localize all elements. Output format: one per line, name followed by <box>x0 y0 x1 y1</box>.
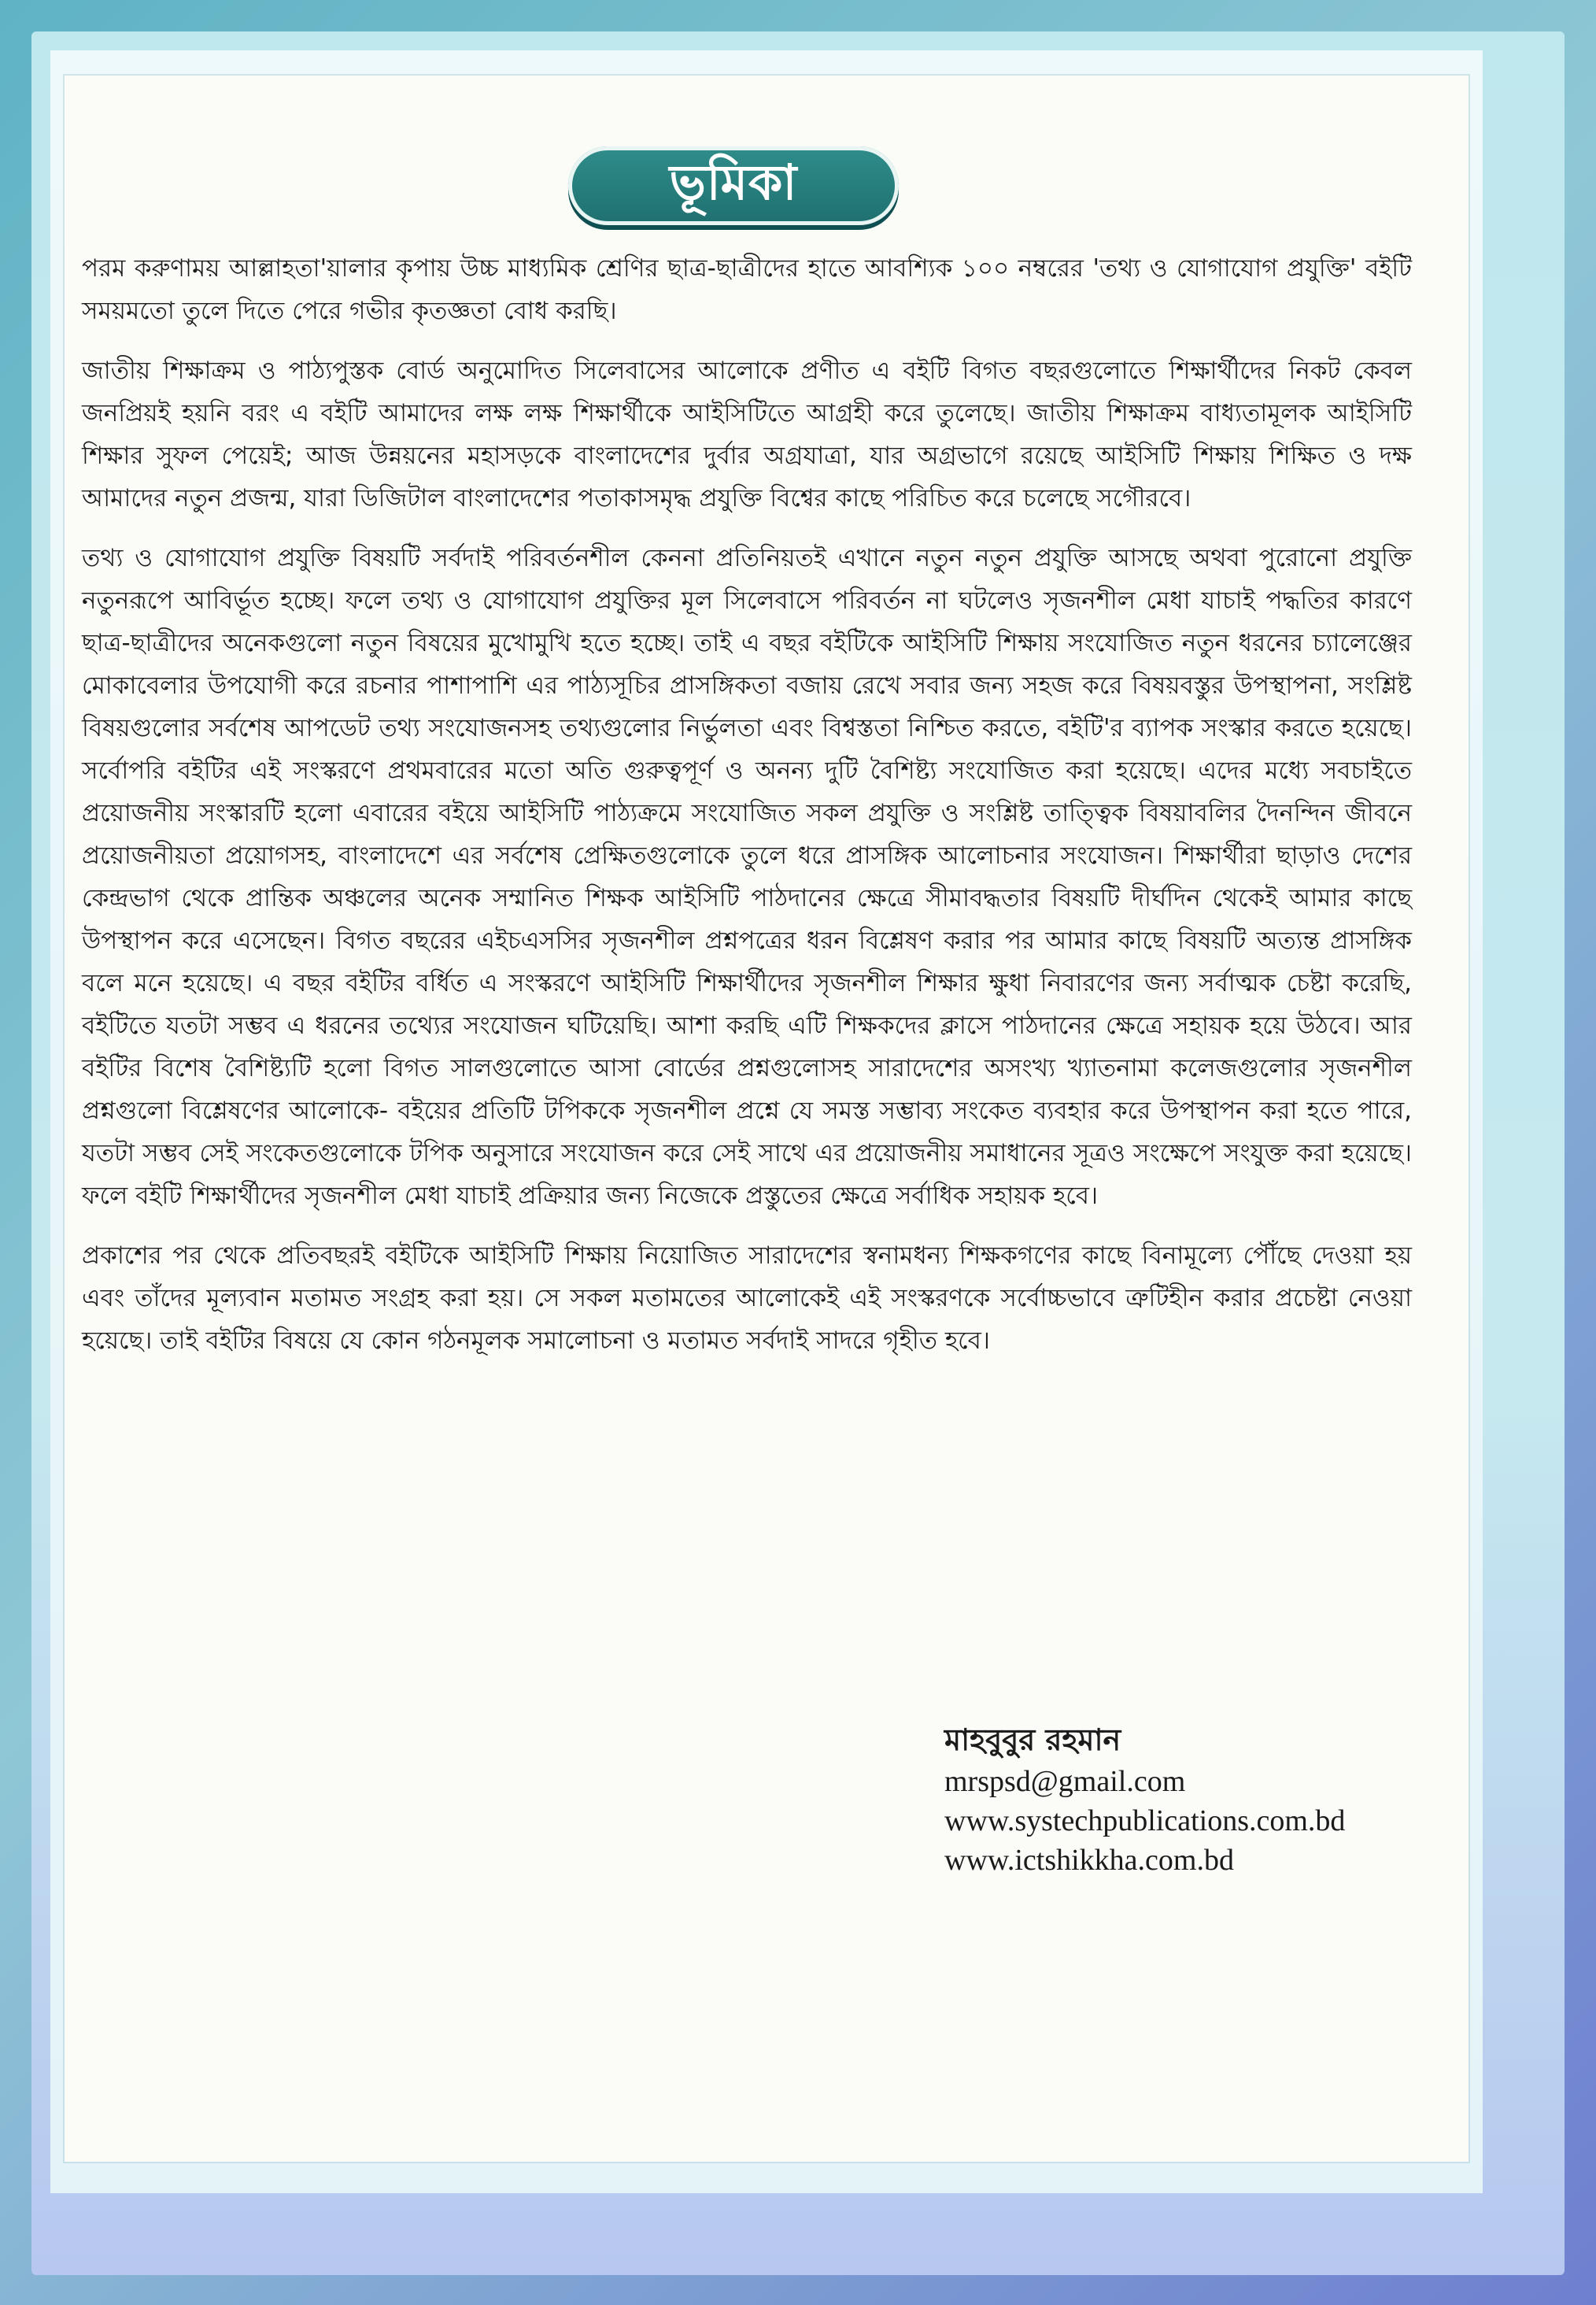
signature-block <box>944 1718 1432 1880</box>
paragraph-3: তথ্য ও যোগাযোগ প্রযুক্তি বিষয়টি সর্বদাই পরিবর্তনশীল কেননা প্রতিনিয়তই এখানে নতুন নতুন প্রযুক্তি আসছে অথবা পুরোনো প্রযুক্তি নতুনরূপে আবির্ভূত হচ্ছে। ফলে তথ্য ও যোগাযোগ প্রযুক্তির মূল সিলেবাসে পরিবর্তন না ঘটলেও সৃজনশীল মেধা যাচাই পদ্ধতির কারণে ছাত্র-ছাত্রীদের অনেকগুলো নতুন বিষয়ের মুখোমুখি হতে হচ্ছে। তাই এ বছর বইটিকে আইসিটি শিক্ষায় সংযোজিত নতুন ধরনের চ্যালেঞ্জের মোকাবেলার উপযোগী করে রচনার পাশাপাশি এর পাঠ্যসূচির প্রাসঙ্গিকতা বজায় রেখে সবার জন্য সহজ করে বিষয়বস্তুর উপস্থাপনা, সংশ্লিষ্ট বিষয়গুলোর সর্বশেষ আপডেট তথ্য সংযোজনসহ তথ্যগুলোর নির্ভুলতা এবং বিশ্বস্ততা নিশ্চিত করতে, বইটি'র ব্যাপক সংস্কার করতে হয়েছে। সর্বোপরি বইটির এই সংস্করণে প্রথমবারের মতো অতি গুরুত্বপূর্ণ ও অনন্য দুটি বৈশিষ্ট্য সংযোজিত করা হয়েছে। এদের মধ্যে সবচাইতে প্রয়োজনীয় সংস্কারটি হলো এবারের বইয়ে আইসিটি পাঠ্যক্রমে সংযোজিত সকল প্রযুক্তি ও সংশ্লিষ্ট তাত্ত্বিক বিষয়াবলির দৈনন্দিন জীবনে প্রয়োজনীয়তা প্রয়োগসহ, বাংলাদেশে এর সর্বশেষ প্রেক্ষিতগুলোকে তুলে ধরে প্রাসঙ্গিক আলোচনার সংযোজন। শিক্ষার্থীরা ছাড়াও দেশের কেন্দ্রভাগ থেকে প্রান্তিক অঞ্চলের অনেক সম্মানিত শিক্ষক আইসিটি পাঠদানের ক্ষেত্রে সীমাবদ্ধতার বিষয়টি দীর্ঘদিন থেকেই আমার কাছে উপস্থাপন করে এসেছেন। বিগত বছরের এইচএসসির সৃজনশীল প্রশ্নপত্রের ধরন বিশ্লেষণ করার পর আমার কাছে বিষয়টি অত্যন্ত প্রাসঙ্গিক বলে মনে হয়েছে। এ বছর বইটির বর্ধিত এ সংস্করণে আইসিটি শিক্ষার্থীদের সৃজনশীল শিক্ষার ক্ষুধা নিবারণের জন্য সর্বাত্মক চেষ্টা করেছি, বইটিতে যতটা সম্ভব এ ধরনের তথ্যের সংযোজন ঘটিয়েছি। আশা করছি এটি শিক্ষকদের ক্লাসে পাঠদানের ক্ষেত্রে সহায়ক হয়ে উঠবে। আর বইটির বিশেষ বৈশিষ্ট্যটি হলো বিগত সালগুলোতে আসা বোর্ডের প্রশ্নগুলোসহ সারাদেশের অসংখ্য খ্যাতনামা কলেজগুলোর সৃজনশীল প্রশ্নগুলো বিশ্লেষণের আলোকে- বইয়ের প্রতিটি টপিককে সৃজনশীল প্রশ্নে যে সমস্ত সম্ভাব্য সংকেত ব্যবহার করে উপস্থাপন করা হতে পারে, যতটা সম্ভব সেই সংকেতগুলোকে টপিক অনুসারে সংযোজন করে সেই সাথে এর প্রয়োজনীয় সমাধানের সূত্রও সংক্ষেপে সংযুক্ত করা হয়েছে। ফলে বইটি শিক্ষার্থীদের সৃজনশীল মেধা যাচাই প্রক্রিয়ার জন্য নিজেকে প্রস্তুতের ক্ষেত্রে সর্বাধিক সহায়ক হবে। <box>82 544 1412 1210</box>
paragraph-1: পরম করুণাময় আল্লাহতা'য়ালার কৃপায় উচ্চ মাধ্যমিক শ্রেণির ছাত্র-ছাত্রীদের হাতে আবশ্যিক ১০০ নম্বরের 'তথ্য ও যোগাযোগ প্রযুক্তি' বইটি সময়মতো তুলে দিতে পেরে গভীর কৃতজ্ঞতা বোধ করছি। <box>82 254 1412 325</box>
title-badge <box>568 146 899 225</box>
paragraph-2: জাতীয় শিক্ষাক্রম ও পাঠ্যপুস্তক বোর্ড অনুমোদিত সিলেবাসের আলোকে প্রণীত এ বইটি বিগত বছরগুলোতে শিক্ষার্থীদের নিকট কেবল জনপ্রিয়ই হয়নি বরং এ বইটি আমাদের লক্ষ লক্ষ শিক্ষার্থীকে আইসিটিতে আগ্রহী করে তুলেছে। জাতীয় শিক্ষাক্রম বাধ্যতামূলক আইসিটি শিক্ষার সুফল পেয়েই; আজ উন্নয়নের মহাসড়কে বাংলাদেশের দুর্বার অগ্রযাত্রা, যার অগ্রভাগে রয়েছে আইসিটি শিক্ষায় শিক্ষিত ও দক্ষ আমাদের নতুন প্রজন্ম, যারা ডিজিটাল বাংলাদেশের পতাকাসমৃদ্ধ প্রযুক্তি বিশ্বের কাছে পরিচিত করে চলেছে সগৌরবে। <box>82 357 1412 512</box>
page <box>65 76 1469 2162</box>
body-text <box>82 247 1412 1379</box>
website-link-1: www.systechpublications.com.bd <box>944 1804 1346 1837</box>
paragraph-4: প্রকাশের পর থেকে প্রতিবছরই বইটিকে আইসিটি শিক্ষায় নিয়োজিত সারাদেশের স্বনামধন্য শিক্ষকগণের কাছে বিনামূল্যে পৌঁছে দেওয়া হয় এবং তাঁদের মূল্যবান মতামত সংগ্রহ করা হয়। সে সকল মতামতের আলোকেই এই সংস্করণকে সর্বোচ্চভাবে ত্রুটিহীন করার প্রচেষ্টা নেওয়া হয়েছে। তাই বইটির বিষয়ে যে কোন গঠনমূলক সমালোচনা ও মতামত সর্বদাই সাদরে গৃহীত হবে। <box>82 1241 1413 1355</box>
website-link-2: www.ictshikkha.com.bd <box>944 1844 1234 1877</box>
author-name: মাহবুবুর রহমান <box>944 1722 1121 1757</box>
author-email: mrspsd@gmail.com <box>944 1765 1186 1798</box>
page-title: ভূমিকা <box>669 153 798 211</box>
